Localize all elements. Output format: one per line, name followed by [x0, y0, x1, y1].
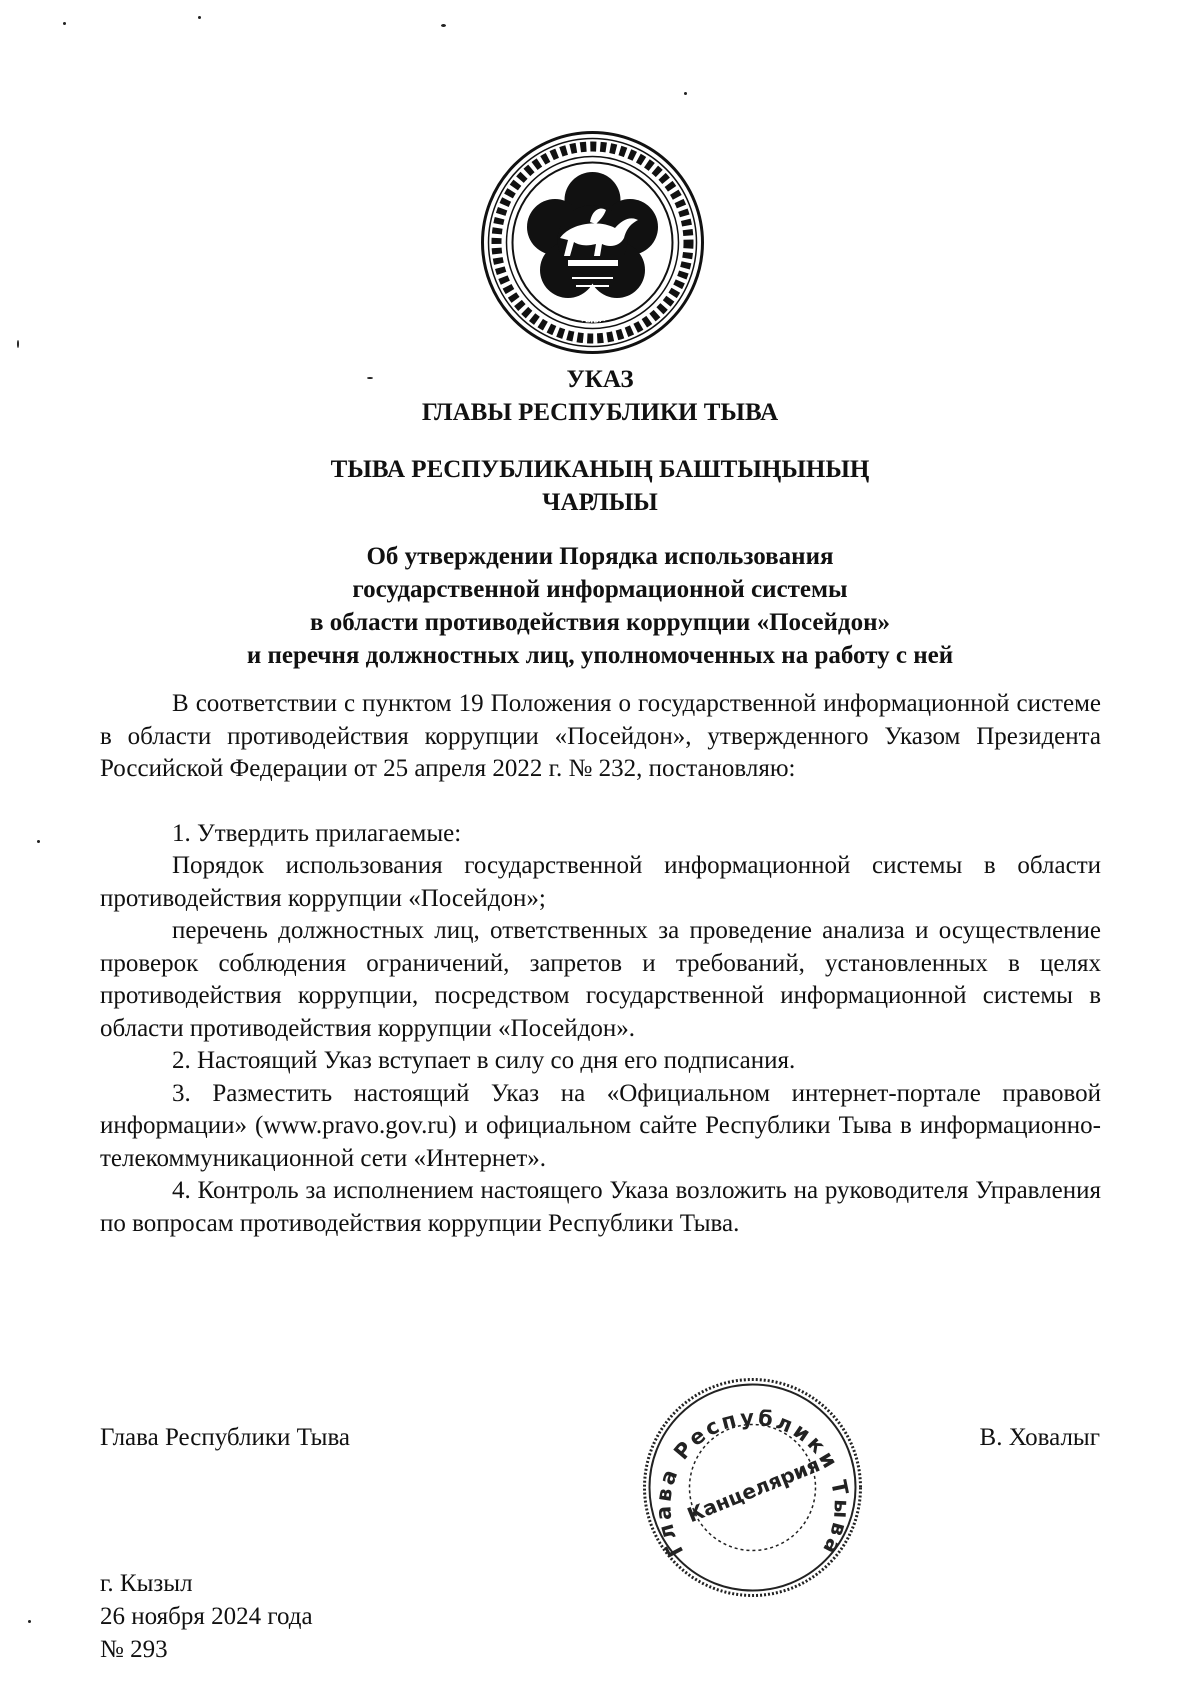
decree-body	[100, 688, 1101, 1240]
scan-speck	[17, 340, 19, 348]
item-1b-paragraph: перечень должностных лиц, ответственных за проведение анализа и осуществление проверок соблюдения ограничений, запретов и требований, установленных в целях противодействия коррупции, посредством государственной информационной системы в области противодействия коррупции «Посейдон».	[100, 917, 1101, 1042]
item-4-paragraph: 4. Контроль за исполнением настоящего Указа возложить на руководителя Управления по вопросам противодействия коррупции Республики Тыва.	[100, 1177, 1101, 1237]
item-3-paragraph: 3. Разместить настоящий Указ на «Официальном интернет-портале правовой информации» (www.pravo.gov.ru) и официальном сайте Республики Тыва в информационно-телекоммуникационной сети «Интернет».	[100, 1079, 1101, 1172]
scan-speck	[441, 24, 446, 27]
signatory-name: В. Ховалыг	[979, 1424, 1100, 1451]
stamp-center-label: Канцелярия	[683, 1452, 824, 1528]
subject-line: государственной информационной системы	[352, 576, 848, 603]
svg-text:Глава Республики Тыва: Глава Республики Тыва	[651, 1405, 854, 1561]
item-1a-paragraph: Порядок использования государственной информационной системы в области противодействия коррупции «Посейдон»;	[100, 852, 1101, 912]
coat-of-arms-emblem	[480, 130, 705, 355]
subject-line: в области противодействия коррупции «Посейдон»	[310, 609, 890, 636]
decree-number: № 293	[100, 1636, 168, 1663]
subject-line: и перечня должностных лиц, уполномоченных на работу с ней	[246, 642, 954, 669]
decree-title-line: ГЛАВЫ РЕСПУБЛИКИ ТЫВА	[421, 399, 779, 426]
signatory-position: Глава Республики Тыва	[100, 1424, 351, 1451]
svg-text:ТЫВА: ТЫВА	[579, 313, 606, 325]
item-2-paragraph: 2. Настоящий Указ вступает в силу со дня его подписания.	[172, 1047, 796, 1074]
scan-speck	[684, 92, 687, 95]
office-seal-stamp	[640, 1375, 865, 1600]
decree-title-line: УКАЗ	[566, 366, 634, 393]
scan-speck	[28, 1620, 31, 1623]
issue-date: 26 ноября 2024 года	[100, 1603, 313, 1630]
decree-title-tyv	[100, 453, 1100, 519]
subject-line: Об утверждении Порядка использования	[366, 543, 834, 570]
scan-speck	[37, 840, 40, 843]
decree-title-line: ТЫВА РЕСПУБЛИКАНЫҢ БАШТЫҢЫНЫҢ	[330, 456, 870, 483]
scan-speck	[198, 16, 201, 19]
decree-subject	[100, 540, 1100, 672]
item-1-paragraph: 1. Утвердить прилагаемые:	[172, 819, 462, 847]
decree-footer	[100, 1567, 313, 1666]
decree-title-ru	[100, 363, 1100, 429]
preamble-paragraph: В соответствии с пунктом 19 Положения о государственной информационной системе в области противодействия коррупции «Посейдон», утвержденного Указом Президента Российской Федерации от 25 апреля 2022 г. № 232, постановляю:	[100, 690, 1101, 782]
decree-title-line: ЧАРЛЫЫ	[542, 489, 658, 516]
issue-city: г. Кызыл	[100, 1570, 193, 1597]
scan-speck	[63, 22, 66, 25]
